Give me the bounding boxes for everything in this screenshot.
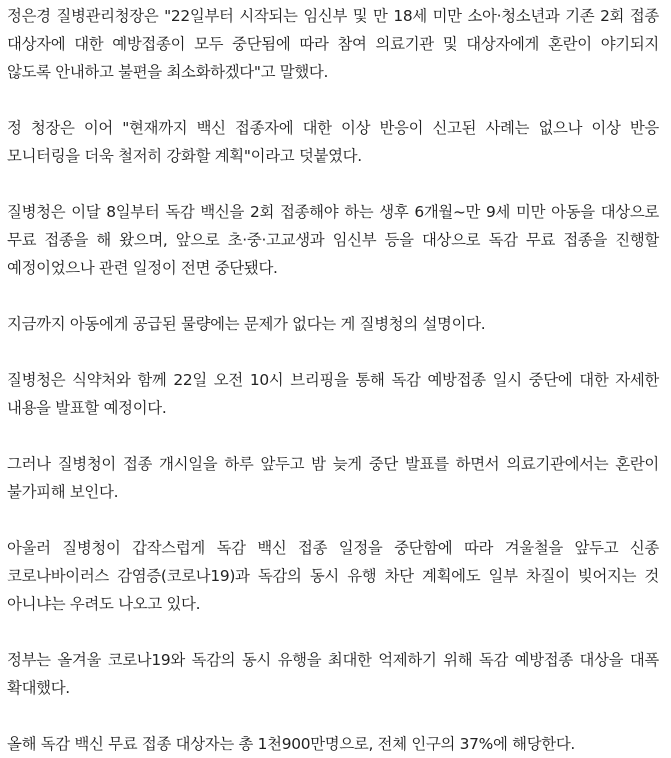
paragraph-8: 정부는 올겨울 코로나19와 독감의 동시 유행을 최대한 억제하기 위해 독감 예방접종 대상을 대폭 확대했다. [7,651,659,697]
paragraph-9: 올해 독감 백신 무료 접종 대상자는 총 1천900만명으로, 전체 인구의 37%에 해당한다. [7,735,575,753]
paragraph-7: 아울러 질병청이 갑작스럽게 독감 백신 접종 일정을 중단함에 따라 겨울철을 앞두고 신종 코로나바이러스 감염증(코로나19)과 독감의 동시 유행 차단 계획에도 일부 차질이 빚어지는 것 아니냐는 우려도 나오고 있다. [7,539,659,613]
article-body [7,2,659,758]
paragraph-3: 질병청은 이달 8일부터 독감 백신을 2회 접종해야 하는 생후 6개월~만 9세 미만 아동을 대상으로 무료 접종을 해 왔으며, 앞으로 초·중·고교생과 임신부 등을 대상으로 독감 무료 접종을 진행할 예정이었으나 관련 일정이 전면 중단됐다. [7,203,659,277]
paragraph-1: 정은경 질병관리청장은 "22일부터 시작되는 임신부 및 만 18세 미만 소아·청소년과 기존 2회 접종 대상자에 대한 예방접종이 모두 중단됨에 따라 참여 의료기관 및 대상자에게 혼란이 야기되지 않도록 안내하고 불편을 최소화하겠다"고 말했다. [7,7,659,81]
paragraph-6: 그러나 질병청이 접종 개시일을 하루 앞두고 밤 늦게 중단 발표를 하면서 의료기관에서는 혼란이 불가피해 보인다. [7,455,659,501]
paragraph-5: 질병청은 식약처와 함께 22일 오전 10시 브리핑을 통해 독감 예방접종 일시 중단에 대한 자세한 내용을 발표할 예정이다. [7,371,659,417]
paragraph-2: 정 청장은 이어 "현재까지 백신 접종자에 대한 이상 반응이 신고된 사례는 없으나 이상 반응 모니터링을 더욱 철저히 강화할 계획"이라고 덧붙였다. [7,119,659,165]
paragraph-4: 지금까지 아동에게 공급된 물량에는 문제가 없다는 게 질병청의 설명이다. [7,315,486,333]
